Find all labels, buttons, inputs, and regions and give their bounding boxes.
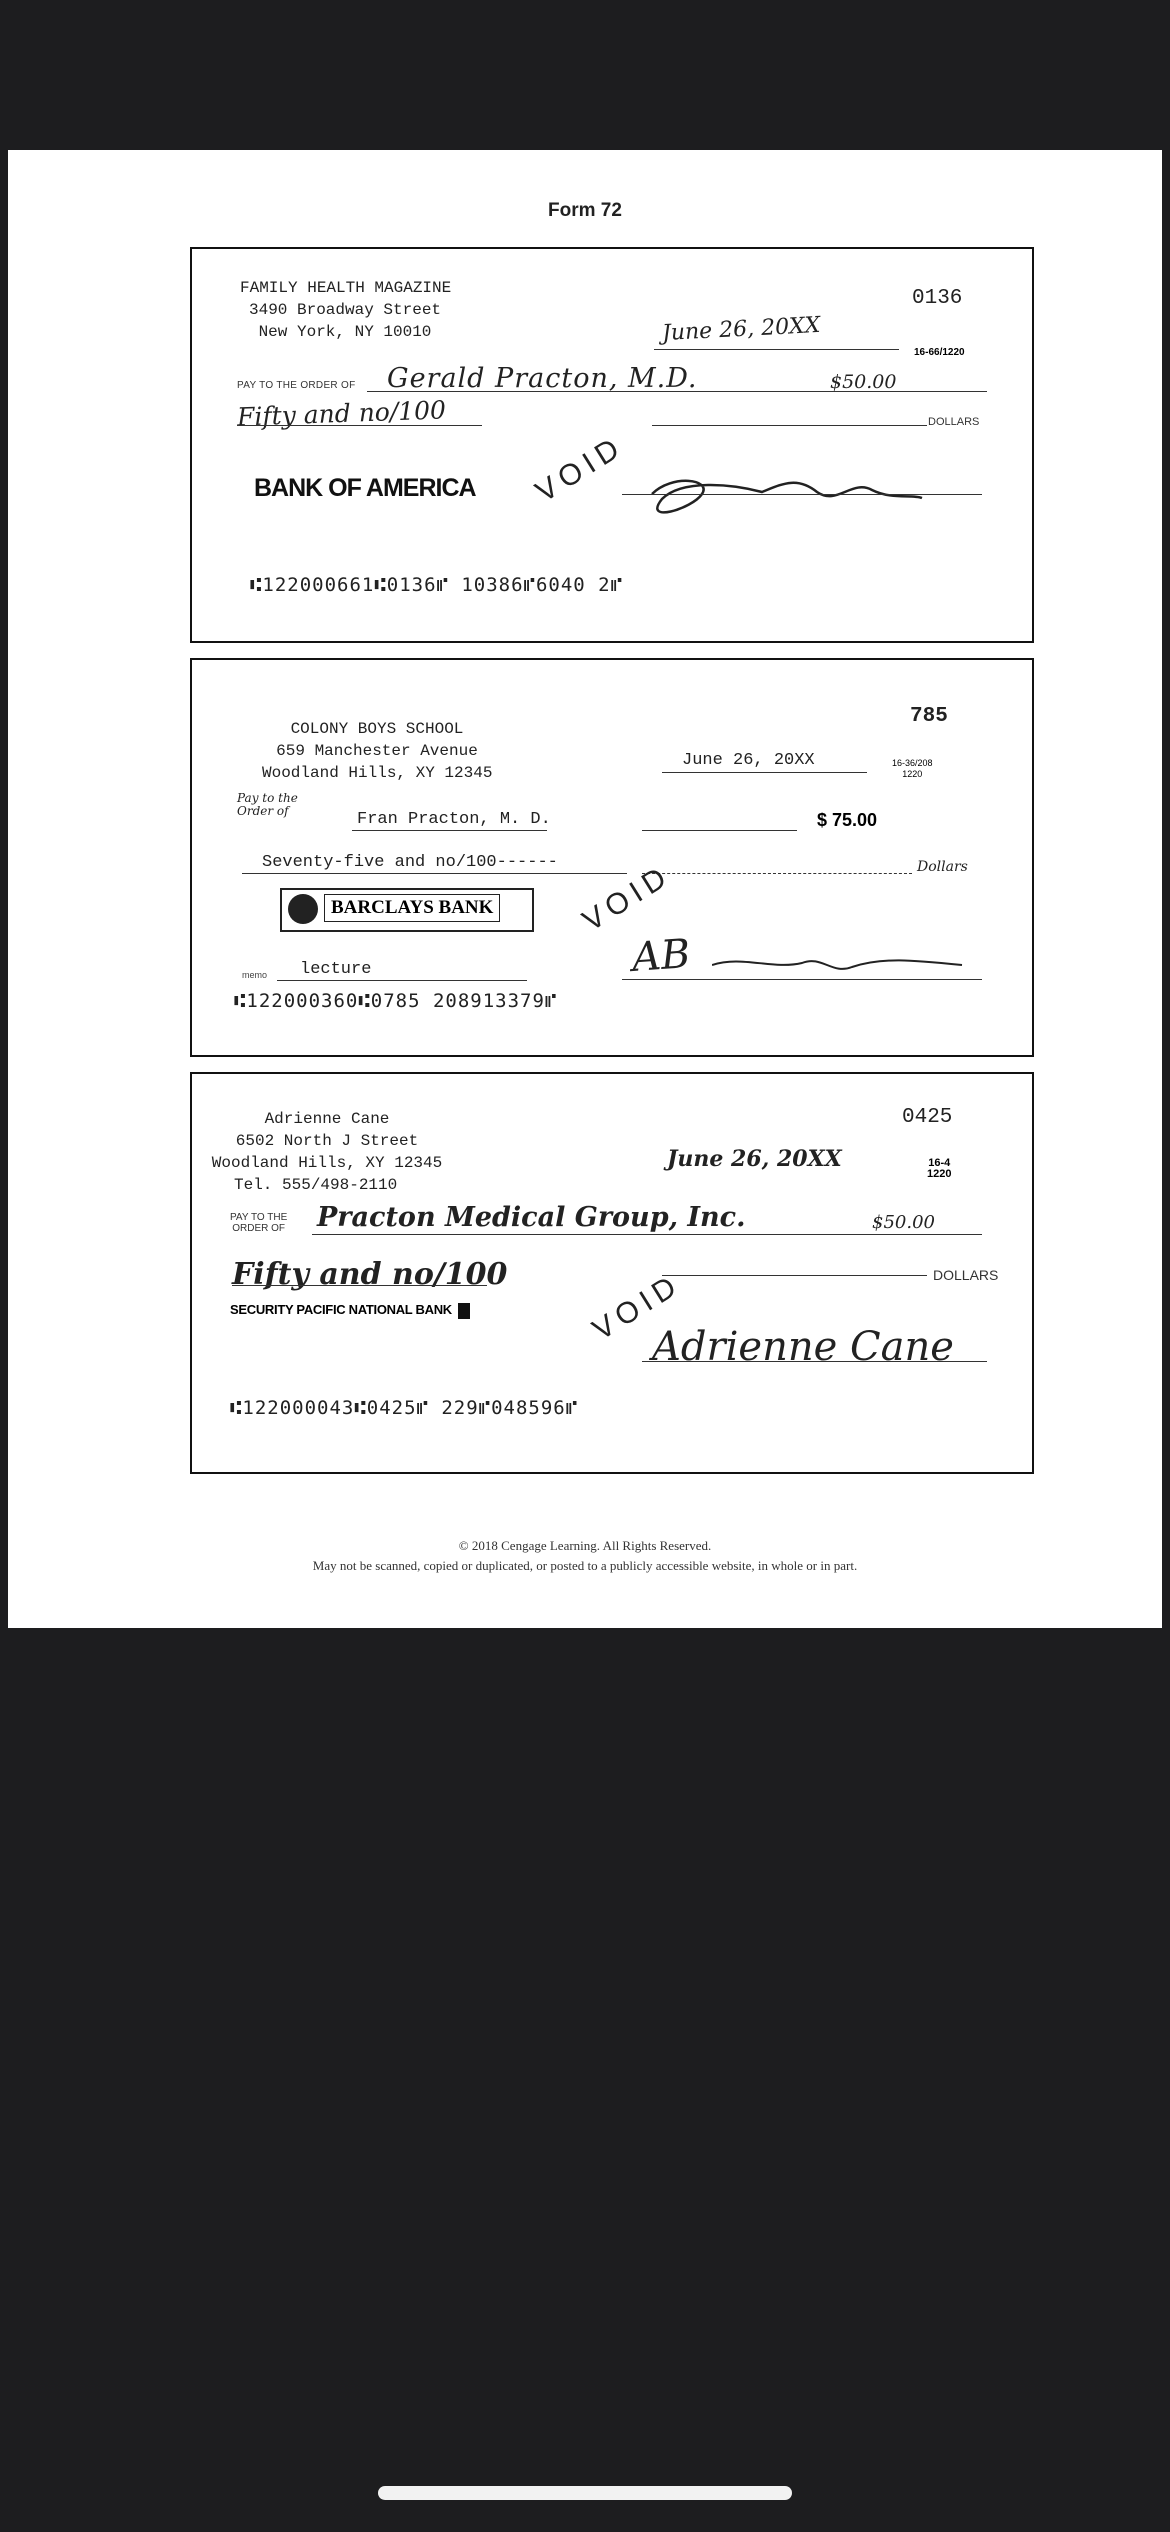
memo-text: lecture xyxy=(300,960,372,979)
payee-name: Gerald Practon, M.D. xyxy=(387,363,698,394)
check-number: 0425 xyxy=(902,1106,953,1129)
check-adrienne-cane xyxy=(190,1072,1034,1474)
payer-address: 6502 North J Street xyxy=(235,1132,419,1150)
dollars-label: DOLLARS xyxy=(928,416,980,428)
eagle-icon xyxy=(288,894,318,924)
signature: Adrienne Cane xyxy=(652,1324,954,1370)
check-number: 0136 xyxy=(912,287,963,310)
check-amount: $ 75.00 xyxy=(817,810,878,830)
check-family-health xyxy=(190,247,1034,643)
check-date: June 26, 20XX xyxy=(661,312,822,347)
payer-block xyxy=(240,277,450,343)
written-amount: Fifty and no/100 xyxy=(232,1257,508,1292)
written-amount: Fifty and no/100 xyxy=(236,395,447,432)
signature-scribble xyxy=(622,454,972,524)
payer-city: Woodland Hills, XY 12345 xyxy=(262,764,493,782)
usage-notice: May not be scanned, copied or duplicated, or posted to a publicly accessible website, in whole or in part. xyxy=(312,1558,858,1573)
signature: AB xyxy=(630,931,692,981)
dollars-label: DOLLARS xyxy=(933,1267,999,1283)
micr-line: ⑆122000043⑆0425⑈ 229⑈048596⑈ xyxy=(230,1397,579,1419)
bank-emblem-icon xyxy=(458,1303,470,1319)
void-stamp: VOID xyxy=(587,1267,688,1347)
payer-name: FAMILY HEALTH MAGAZINE xyxy=(240,279,452,297)
routing-fraction: 16-4 1220 xyxy=(927,1157,952,1180)
micr-line: ⑆122000360⑆0785 208913379⑈ xyxy=(234,990,558,1012)
bank-logo xyxy=(280,888,534,932)
payer-block xyxy=(262,718,492,784)
payee-name: Fran Practon, M. D. xyxy=(357,810,551,829)
document-page xyxy=(8,150,1162,1628)
payee-name: Practon Medical Group, Inc. xyxy=(317,1202,746,1233)
pay-to-label: PAY TO THE ORDER OF xyxy=(237,380,356,391)
bank-name: SECURITY PACIFIC NATIONAL BANK xyxy=(230,1302,452,1317)
pay-to-label: PAY TO THE ORDER OF xyxy=(230,1212,288,1234)
bank-logo xyxy=(230,1302,470,1319)
memo-label: memo xyxy=(242,970,268,980)
payer-name: Adrienne Cane xyxy=(264,1110,390,1128)
copyright-notice: © 2018 Cengage Learning. All Rights Reserved. xyxy=(458,1538,712,1553)
void-stamp: VOID xyxy=(530,429,631,509)
check-amount: $50.00 xyxy=(830,371,897,393)
void-stamp: VOID xyxy=(577,858,678,938)
payer-phone: Tel. 555/498-2110 xyxy=(234,1176,398,1194)
micr-line: ⑆122000661⑆0136⑈ 10386⑈6040 2⑈ xyxy=(250,574,623,596)
payer-address: 659 Manchester Avenue xyxy=(276,742,478,760)
pay-to-label: Pay to the Order of xyxy=(237,791,298,818)
payer-city: Woodland Hills, XY 12345 xyxy=(211,1154,443,1172)
bank-name: BARCLAYS BANK xyxy=(324,894,500,922)
check-date: June 26, 20XX xyxy=(682,751,815,770)
check-date: June 26, 20XX xyxy=(667,1146,842,1172)
check-amount: $50.00 xyxy=(872,1212,935,1233)
payer-name: COLONY BOYS SCHOOL xyxy=(290,720,464,738)
written-amount: Seventy-five and no/100------ xyxy=(262,853,558,872)
payer-city: New York, NY 10010 xyxy=(258,323,432,341)
payer-block xyxy=(202,1108,452,1196)
routing-fraction: 16-66/1220 xyxy=(914,347,965,358)
dollars-label: Dollars xyxy=(917,859,968,875)
form-title: Form 72 xyxy=(548,200,622,221)
payer-address: 3490 Broadway Street xyxy=(248,301,442,319)
home-indicator[interactable] xyxy=(378,2486,792,2500)
routing-fraction: 16-36/208 1220 xyxy=(892,758,933,779)
check-colony-boys-school xyxy=(190,658,1034,1057)
bank-logo: BANK OF AMERICA xyxy=(254,474,476,502)
check-number: 785 xyxy=(910,705,948,728)
